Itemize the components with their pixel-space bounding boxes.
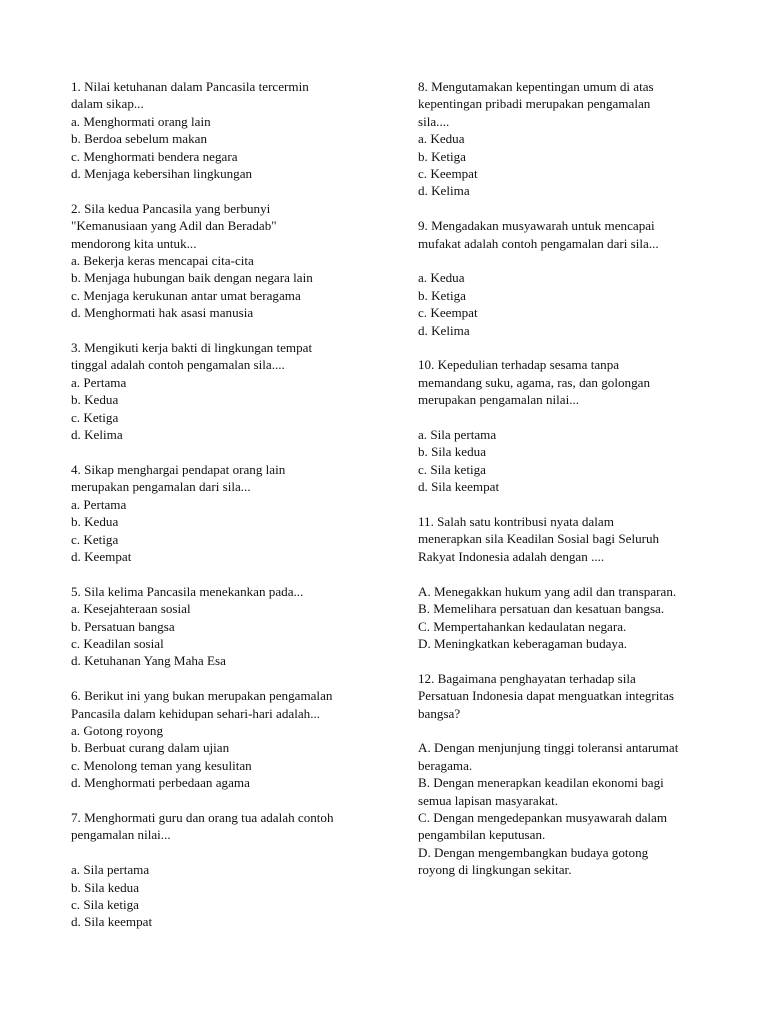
question-text: "Kemanusiaan yang Adil dan Beradab": [71, 218, 277, 234]
answer-option: b. Sila kedua: [418, 444, 487, 460]
question-text: 9. Mengadakan musyawarah untuk mencapai: [418, 218, 655, 234]
question-block: [71, 809, 389, 931]
answer-option: b. Persatuan bangsa: [71, 618, 175, 634]
answer-option: b. Kedua: [71, 392, 119, 408]
answer-option: a. Bekerja keras mencapai cita-cita: [71, 253, 254, 269]
right-column: [418, 78, 748, 896]
question-text: memandang suku, agama, ras, dan golongan: [418, 374, 650, 390]
question-block: [418, 356, 748, 495]
answer-option: c. Ketiga: [71, 409, 119, 425]
question-text: bangsa?: [418, 705, 461, 721]
question-block: [418, 78, 748, 200]
question-text: merupakan pengamalan nilai...: [418, 392, 580, 408]
question-text: merupakan pengamalan dari sila...: [71, 479, 251, 495]
question-text: 5. Sila kelima Pancasila menekankan pada...: [71, 583, 304, 599]
question-text: tinggal adalah contoh pengamalan sila....: [71, 357, 285, 373]
question-text: 7. Menghormati guru dan orang tua adalah contoh: [71, 809, 334, 825]
question-block: [71, 78, 389, 182]
answer-option: b. Berbuat curang dalam ujian: [71, 740, 230, 756]
answer-option: c. Ketiga: [71, 531, 119, 547]
answer-option: a. Menghormati orang lain: [71, 113, 211, 129]
question-block: [71, 200, 389, 322]
answer-option: pengambilan keputusan.: [418, 827, 546, 843]
question-text: Rakyat Indonesia adalah dengan ....: [418, 548, 605, 564]
answer-option: a. Kesejahteraan sosial: [71, 601, 191, 617]
answer-option: d. Sila keempat: [418, 479, 500, 495]
question-text: Pancasila dalam kehidupan sehari-hari adalah...: [71, 705, 321, 721]
answer-option: C. Dengan mengedepankan musyawarah dalam: [418, 809, 668, 825]
answer-option: B. Memelihara persatuan dan kesatuan bangsa.: [418, 601, 665, 617]
left-column: [71, 78, 389, 948]
question-block: [418, 670, 748, 879]
question-block: [418, 513, 748, 652]
question-text: mendorong kita untuk...: [71, 235, 197, 251]
question-text: 4. Sikap menghargai pendapat orang lain: [71, 461, 286, 477]
question-text: 12. Bagaimana penghayatan terhadap sila: [418, 670, 636, 686]
question-text: pengamalan nilai...: [71, 827, 171, 843]
question-block: [71, 339, 389, 443]
answer-option: d. Kelima: [418, 322, 470, 338]
question-block: [71, 583, 389, 670]
answer-option: A. Dengan menjunjung tinggi toleransi antarumat: [418, 740, 679, 756]
answer-option: b. Ketiga: [418, 148, 466, 164]
question-block: [71, 461, 389, 565]
answer-option: a. Pertama: [71, 496, 127, 512]
question-block: [418, 217, 748, 339]
spacer: [418, 565, 748, 582]
answer-option: c. Menolong teman yang kesulitan: [71, 757, 252, 773]
answer-option: b. Berdoa sebelum makan: [71, 131, 207, 147]
answer-option: c. Menghormati bendera negara: [71, 148, 238, 164]
question-text: 1. Nilai ketuhanan dalam Pancasila tercermin: [71, 79, 309, 94]
answer-option: b. Ketiga: [418, 287, 466, 303]
question-text: 6. Berikut ini yang bukan merupakan pengamalan: [71, 688, 333, 704]
answer-option: c. Menjaga kerukunan antar umat beragama: [71, 287, 301, 303]
answer-option: d. Sila keempat: [71, 914, 153, 930]
answer-option: d. Ketuhanan Yang Maha Esa: [71, 653, 226, 669]
answer-option: a. Pertama: [71, 374, 127, 390]
answer-option: c. Keempat: [418, 166, 478, 182]
question-text: dalam sikap...: [71, 96, 144, 112]
answer-option: royong di lingkungan sekitar.: [418, 862, 572, 878]
answer-option: D. Dengan mengembangkan budaya gotong: [418, 844, 649, 860]
question-text: 8. Mengutamakan kepentingan umum di atas: [418, 79, 654, 94]
answer-option: a. Kedua: [418, 270, 465, 286]
answer-option: c. Keempat: [418, 305, 478, 321]
spacer: [418, 409, 748, 426]
answer-option: d. Kelima: [71, 427, 123, 443]
answer-option: c. Sila ketiga: [418, 461, 486, 477]
answer-option: semua lapisan masyarakat.: [418, 792, 558, 808]
answer-option: b. Sila kedua: [71, 879, 140, 895]
spacer: [418, 722, 748, 739]
question-text: sila....: [418, 113, 450, 129]
answer-option: d. Menghormati perbedaan agama: [71, 775, 250, 791]
answer-option: b. Kedua: [71, 514, 119, 530]
answer-option: b. Menjaga hubungan baik dengan negara lain: [71, 270, 313, 286]
answer-option: c. Sila ketiga: [71, 896, 139, 912]
spacer: [418, 252, 748, 269]
spacer: [71, 844, 389, 861]
question-text: Persatuan Indonesia dapat menguatkan integritas: [418, 688, 674, 704]
answer-option: a. Kedua: [418, 131, 465, 147]
answer-option: d. Kelima: [418, 183, 470, 199]
answer-option: beragama.: [418, 757, 473, 773]
answer-option: a. Gotong royong: [71, 722, 164, 738]
question-text: mufakat adalah contoh pengamalan dari sila...: [418, 235, 659, 251]
answer-option: C. Mempertahankan kedaulatan negara.: [418, 618, 627, 634]
answer-option: a. Sila pertama: [71, 862, 150, 878]
question-text: menerapkan sila Keadilan Sosial bagi Seluruh: [418, 531, 660, 547]
question-block: [71, 687, 389, 791]
answer-option: B. Dengan menerapkan keadilan ekonomi bagi: [418, 775, 664, 791]
question-text: kepentingan pribadi merupakan pengamalan: [418, 96, 651, 112]
answer-option: d. Menghormati hak asasi manusia: [71, 305, 254, 321]
answer-option: A. Menegakkan hukum yang adil dan transparan.: [418, 583, 677, 599]
question-text: 2. Sila kedua Pancasila yang berbunyi: [71, 200, 271, 216]
question-text: 10. Kepedulian terhadap sesama tanpa: [418, 357, 620, 373]
answer-option: a. Sila pertama: [418, 427, 497, 443]
question-text: 3. Mengikuti kerja bakti di lingkungan tempat: [71, 340, 313, 356]
answer-option: d. Menjaga kebersihan lingkungan: [71, 166, 253, 182]
answer-option: d. Keempat: [71, 548, 132, 564]
answer-option: D. Meningkatkan keberagaman budaya.: [418, 635, 628, 651]
question-text: 11. Salah satu kontribusi nyata dalam: [418, 514, 614, 530]
answer-option: c. Keadilan sosial: [71, 635, 164, 651]
